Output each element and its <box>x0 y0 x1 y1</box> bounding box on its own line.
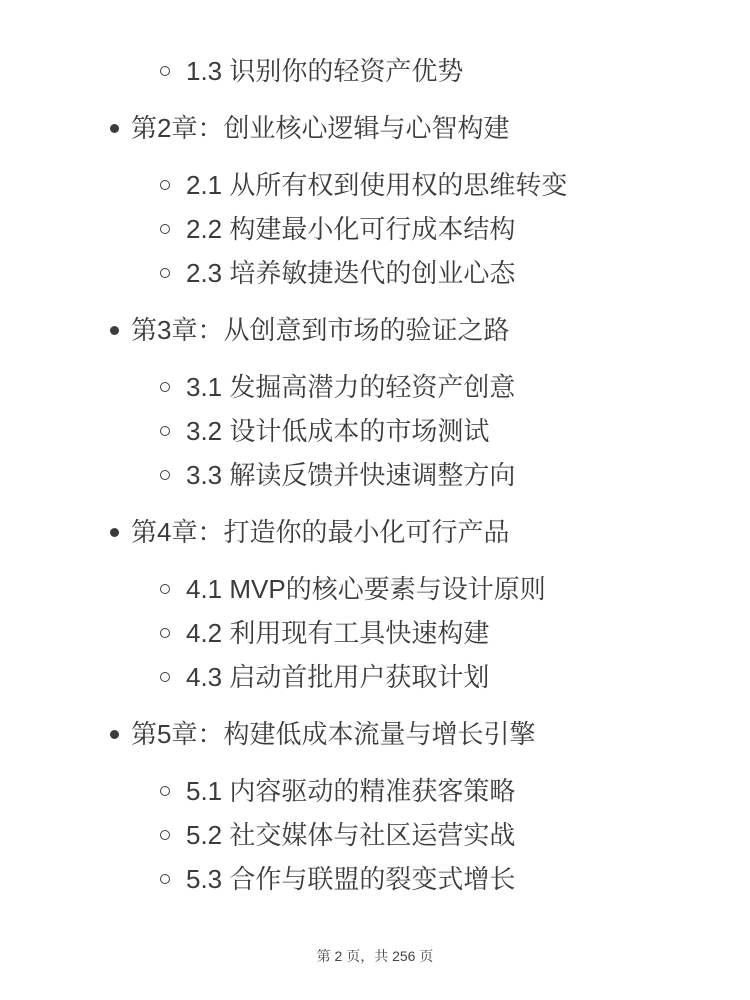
toc-chapter-group <box>0 517 750 692</box>
toc-section-list <box>0 574 750 692</box>
page-footer <box>0 948 750 964</box>
circle-bullet-icon <box>160 66 170 76</box>
toc-section-item <box>0 170 750 200</box>
section-label: 3.2 设计低成本的市场测试 <box>186 416 490 446</box>
toc-chapter-group <box>0 719 750 894</box>
circle-bullet-icon <box>160 830 170 840</box>
section-label: 1.3 识别你的轻资产优势 <box>186 56 464 86</box>
section-label: 4.1 MVP的核心要素与设计原则 <box>186 574 546 604</box>
toc-section-item <box>0 618 750 648</box>
chapter-label: 第2章：创业核心逻辑与心智构建 <box>131 113 510 143</box>
chapter-label: 第4章：打造你的最小化可行产品 <box>131 517 510 547</box>
circle-bullet-icon <box>160 180 170 190</box>
chapter-label: 第3章：从创意到市场的验证之路 <box>131 315 510 345</box>
section-label: 5.3 合作与联盟的裂变式增长 <box>186 864 516 894</box>
section-label: 2.3 培养敏捷迭代的创业心态 <box>186 258 516 288</box>
section-label: 5.1 内容驱动的精准获客策略 <box>186 776 516 806</box>
circle-bullet-icon <box>160 874 170 884</box>
section-label: 4.2 利用现有工具快速构建 <box>186 618 490 648</box>
chapter-label: 第5章：构建低成本流量与增长引擎 <box>131 719 536 749</box>
toc-section-item <box>0 214 750 244</box>
disc-bullet-icon <box>110 326 119 335</box>
toc-chapter-group <box>0 315 750 490</box>
circle-bullet-icon <box>160 584 170 594</box>
toc-chapter-item <box>0 719 750 749</box>
toc-chapter-item <box>0 113 750 143</box>
page-indicator: 第 2 页，共 256 页 <box>316 948 434 964</box>
toc-section-item <box>0 372 750 402</box>
toc-section-item <box>0 258 750 288</box>
toc-section-item <box>0 662 750 692</box>
section-label: 5.2 社交媒体与社区运营实战 <box>186 820 516 850</box>
toc-section-item <box>0 416 750 446</box>
section-label: 4.3 启动首批用户获取计划 <box>186 662 490 692</box>
toc-section-list <box>0 776 750 894</box>
toc-section-item <box>0 56 750 86</box>
circle-bullet-icon <box>160 426 170 436</box>
toc-section-item <box>0 864 750 894</box>
toc-section-list <box>0 170 750 288</box>
toc-chapter-item <box>0 517 750 547</box>
circle-bullet-icon <box>160 628 170 638</box>
section-label: 2.2 构建最小化可行成本结构 <box>186 214 516 244</box>
disc-bullet-icon <box>110 730 119 739</box>
toc-section-item <box>0 776 750 806</box>
toc-section-list <box>0 372 750 490</box>
disc-bullet-icon <box>110 528 119 537</box>
circle-bullet-icon <box>160 786 170 796</box>
circle-bullet-icon <box>160 672 170 682</box>
section-label: 3.3 解读反馈并快速调整方向 <box>186 460 516 490</box>
circle-bullet-icon <box>160 470 170 480</box>
toc-chapter-group <box>0 113 750 288</box>
circle-bullet-icon <box>160 224 170 234</box>
circle-bullet-icon <box>160 382 170 392</box>
section-label: 3.1 发掘高潜力的轻资产创意 <box>186 372 516 402</box>
toc-chapter-item <box>0 315 750 345</box>
section-label: 2.1 从所有权到使用权的思维转变 <box>186 170 568 200</box>
toc-section-item <box>0 460 750 490</box>
disc-bullet-icon <box>110 124 119 133</box>
toc-section-item <box>0 574 750 604</box>
circle-bullet-icon <box>160 268 170 278</box>
toc-section-item <box>0 820 750 850</box>
